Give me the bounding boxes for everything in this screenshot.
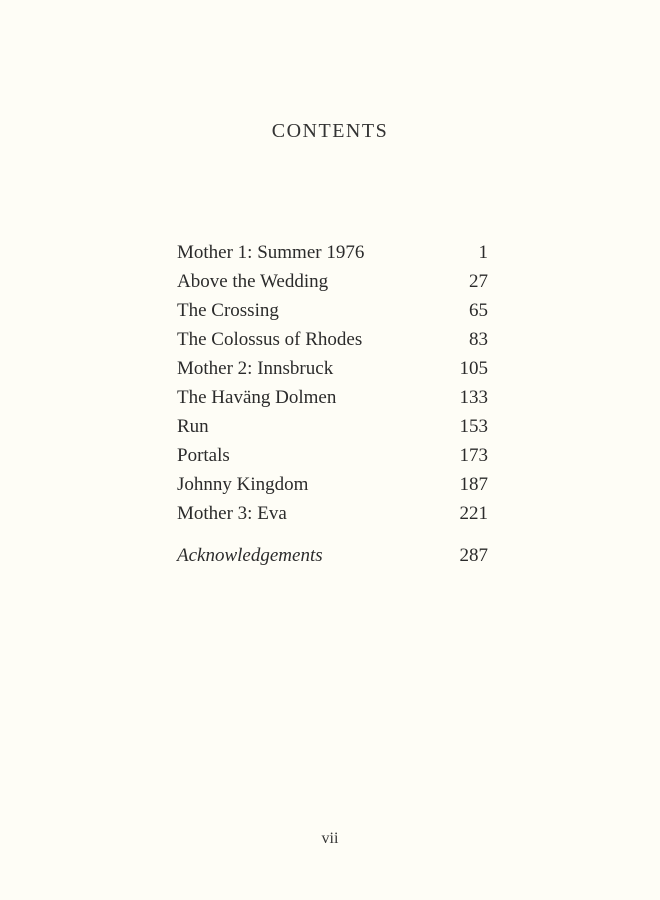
toc-entry-page: 105 xyxy=(459,358,488,379)
toc-entry-title: Run xyxy=(177,416,209,437)
toc-entry-page: 287 xyxy=(459,545,488,566)
page-title: CONTENTS xyxy=(271,120,389,142)
toc-entry-title: The Haväng Dolmen xyxy=(177,387,337,408)
toc-entry-page: 83 xyxy=(469,329,488,350)
toc-entry-title: Mother 1: Summer 1976 xyxy=(177,242,365,263)
toc-entry-page: 187 xyxy=(459,474,488,495)
toc-entry[interactable] xyxy=(177,325,488,354)
toc-entry-page: 133 xyxy=(459,387,488,408)
toc-entry[interactable] xyxy=(177,412,488,441)
toc-entry-page: 1 xyxy=(478,242,488,263)
toc-entry[interactable] xyxy=(177,441,488,470)
toc-entry-title: Mother 2: Innsbruck xyxy=(177,358,334,379)
toc-entry-title: Above the Wedding xyxy=(177,271,329,292)
toc-entry[interactable] xyxy=(177,383,488,412)
toc-entry[interactable] xyxy=(177,267,488,296)
toc-entry[interactable] xyxy=(177,470,488,499)
toc-entry-page: 173 xyxy=(459,445,488,466)
toc-entry-title: The Crossing xyxy=(177,300,279,321)
toc-entry-title: The Colossus of Rhodes xyxy=(177,329,363,350)
toc-entry[interactable] xyxy=(177,499,488,528)
toc-entry-page: 27 xyxy=(469,271,488,292)
toc-entry-page: 153 xyxy=(459,416,488,437)
toc-entry[interactable] xyxy=(177,354,488,383)
toc-entry-title: Mother 3: Eva xyxy=(177,503,287,524)
toc-entry-page: 221 xyxy=(459,503,488,524)
toc-entry-title: Johnny Kingdom xyxy=(177,474,309,495)
page-number: vii xyxy=(321,830,339,847)
toc-entry-page: 65 xyxy=(469,300,488,321)
toc-entry[interactable] xyxy=(177,238,488,267)
toc-entry-title: Acknowledgements xyxy=(177,545,323,566)
toc-entry-title: Portals xyxy=(177,445,230,466)
toc-entry-acknowledgements[interactable] xyxy=(177,541,488,570)
toc-entry[interactable] xyxy=(177,296,488,325)
table-of-contents xyxy=(177,238,488,570)
